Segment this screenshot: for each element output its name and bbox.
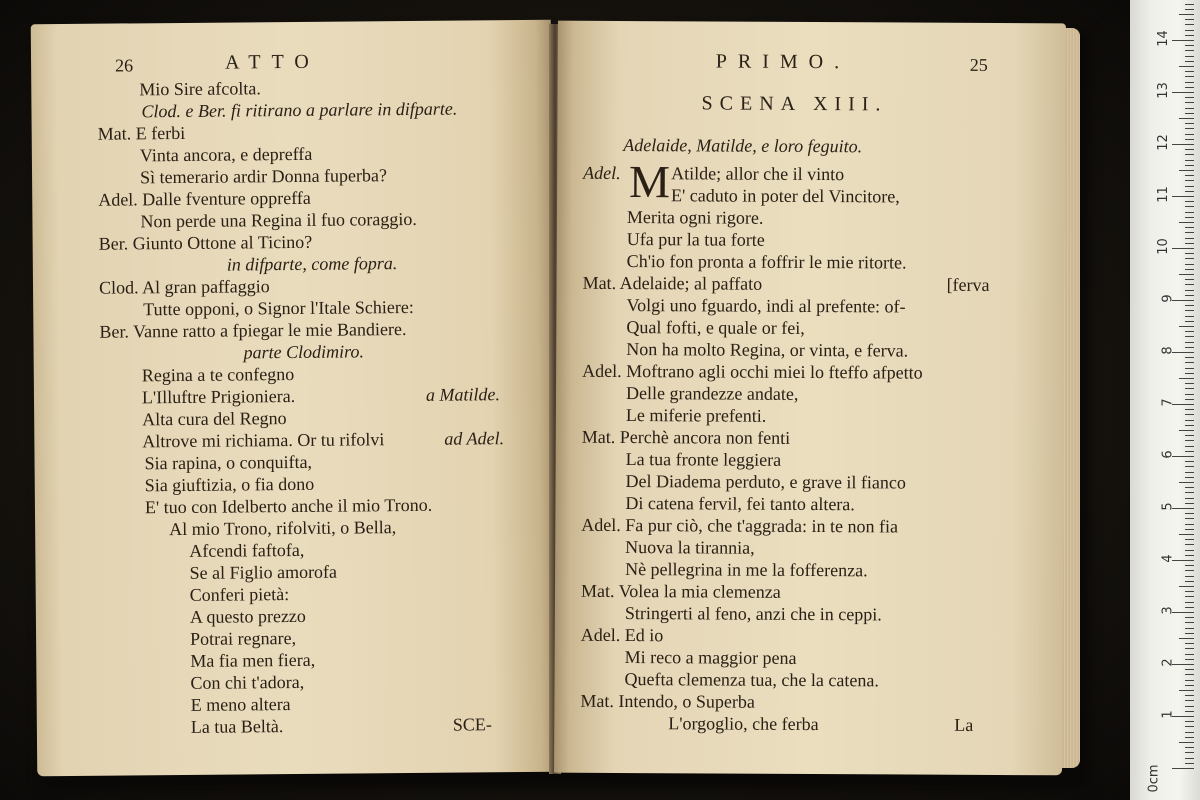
ruler-tick xyxy=(1185,570,1194,571)
ruler-tick xyxy=(1185,669,1194,670)
ruler-tick xyxy=(1185,466,1194,467)
side-note: a Matilde. xyxy=(425,384,501,405)
ruler-tick xyxy=(1185,212,1194,213)
right-page xyxy=(554,21,1066,776)
text-line: Afcendi faftofa, xyxy=(189,539,305,561)
ruler-tick xyxy=(1185,425,1194,426)
ruler-tick xyxy=(1185,409,1194,410)
ruler-tick xyxy=(1172,248,1194,249)
text-line: E meno altera xyxy=(190,694,291,715)
ruler-tick xyxy=(1185,451,1194,452)
text-line: Ch'io fon pronta a foffrir le mie ritorte. xyxy=(626,251,907,273)
ruler-tick xyxy=(1185,607,1194,608)
ruler-tick xyxy=(1185,134,1194,135)
ruler-tick xyxy=(1179,638,1194,639)
text-line: Adel. Dalle fventure oppreffa xyxy=(98,187,311,210)
ruler-tick xyxy=(1185,680,1194,681)
left-page-number: 26 xyxy=(115,55,134,76)
text-line: Di catena fervil, fei tanto altera. xyxy=(625,493,855,515)
ruler-tick xyxy=(1185,581,1194,582)
ruler-tick xyxy=(1185,284,1194,285)
ruler-tick xyxy=(1185,305,1194,306)
ruler-tick xyxy=(1179,378,1194,379)
ruler-number: 11 xyxy=(1156,186,1172,203)
ruler-tick xyxy=(1185,258,1194,259)
ruler-tick xyxy=(1179,482,1194,483)
ruler-tick xyxy=(1185,461,1194,462)
ruler-tick xyxy=(1185,316,1194,317)
ruler-tick xyxy=(1185,492,1194,493)
ruler-tick xyxy=(1185,279,1194,280)
text-line: Alta cura del Regno xyxy=(142,408,287,430)
ruler-number: 12 xyxy=(1156,134,1172,151)
ruler-tick xyxy=(1185,61,1194,62)
ruler-tick xyxy=(1185,539,1194,540)
ruler-tick xyxy=(1185,487,1194,488)
text-line: Potrai regnare, xyxy=(190,627,297,649)
ruler-tick xyxy=(1185,503,1194,504)
ruler-number: 3 xyxy=(1160,606,1176,615)
ruler-tick xyxy=(1185,154,1194,155)
text-line: Altrove mi richiama. Or tu rifolvi xyxy=(142,429,385,452)
ruler-tick xyxy=(1185,264,1194,265)
text-line: Stringerti al feno, anzi che in ceppi. xyxy=(624,603,882,625)
text-line: La tua Beltà. xyxy=(190,716,284,737)
ruler-tick xyxy=(1185,617,1194,618)
ruler-tick xyxy=(1185,123,1194,124)
ruler-tick xyxy=(1185,128,1194,129)
ruler-tick xyxy=(1185,659,1194,660)
ruler-tick xyxy=(1185,726,1194,727)
ruler-number: 1 xyxy=(1160,710,1176,719)
ruler-tick xyxy=(1185,253,1194,254)
ruler-tick xyxy=(1185,362,1194,363)
ruler-tick xyxy=(1185,45,1194,46)
ruler-number: 7 xyxy=(1160,398,1176,407)
ruler-tick xyxy=(1185,331,1194,332)
ruler-tick xyxy=(1185,544,1194,545)
ruler-tick xyxy=(1185,19,1194,20)
ruler-tick xyxy=(1185,383,1194,384)
ruler-tick xyxy=(1185,180,1194,181)
ruler-tick xyxy=(1185,555,1194,556)
ruler-tick xyxy=(1172,768,1194,769)
text-line: Sì temerario ardir Donna fuperba? xyxy=(139,165,388,188)
ruler-tick xyxy=(1185,238,1194,239)
ruler-tick xyxy=(1185,596,1194,597)
ruler-tick xyxy=(1179,690,1194,691)
text-line: La tua fronte leggiera xyxy=(625,449,782,470)
ruler-tick xyxy=(1185,576,1194,577)
text-line: Adel. Fa pur ciò, che t'aggrada: in te non fia xyxy=(581,514,899,537)
catchword: SCE- xyxy=(452,714,492,735)
text-line: Sia giuftizia, o fia dono xyxy=(144,473,315,496)
ruler-tick xyxy=(1185,472,1194,473)
text-line: Tutte opponi, o Signor l'Itale Schiere: xyxy=(143,296,414,320)
ruler-tick xyxy=(1185,752,1194,753)
ruler-tick xyxy=(1185,243,1194,244)
text-line: Ber. Vanne ratto a fpiegar le mie Bandiere. xyxy=(99,319,407,342)
ruler-tick xyxy=(1185,336,1194,337)
ruler-tick xyxy=(1179,274,1194,275)
ruler-number: 6 xyxy=(1160,450,1176,459)
ruler-tick xyxy=(1185,518,1194,519)
ruler-tick xyxy=(1185,113,1194,114)
ruler-tick xyxy=(1185,763,1194,764)
ruler-unit-label: 0cm xyxy=(1146,764,1162,793)
ruler-tick xyxy=(1179,66,1194,67)
ruler-tick xyxy=(1185,56,1194,57)
ruler-tick xyxy=(1185,206,1194,207)
text-line: E' caduto in poter del Vincitore, xyxy=(671,185,900,207)
right-running-head: PRIMO. xyxy=(715,50,851,74)
ruler-tick xyxy=(1172,144,1194,145)
text-line: Adel. Moftrano agli occhi miei lo fteffo afpetto xyxy=(582,360,923,383)
ruler-tick xyxy=(1185,87,1194,88)
ruler-tick xyxy=(1185,321,1194,322)
ruler-tick xyxy=(1179,430,1194,431)
ruler-tick xyxy=(1185,4,1194,5)
ruler-tick xyxy=(1185,217,1194,218)
ruler-tick xyxy=(1185,737,1194,738)
text-line: L'Illuftre Prigioniera. xyxy=(141,385,296,408)
ruler-number: 9 xyxy=(1160,294,1176,303)
ruler-tick xyxy=(1185,165,1194,166)
ruler-tick xyxy=(1185,102,1194,103)
right-page-number: 25 xyxy=(969,54,988,75)
text-line: Regina a te confegno xyxy=(141,363,295,386)
left-running-head: ATTO xyxy=(224,50,320,74)
text-line: Mat. E ferbi xyxy=(97,122,186,144)
text-line: Del Diadema perduto, e grave il fianco xyxy=(625,471,907,493)
text-line: Mat. Adelaide; al paffato xyxy=(582,272,763,294)
text-line: Qual fofti, e quale or fei, xyxy=(626,317,805,338)
ruler-tick xyxy=(1185,71,1194,72)
ruler-number: 13 xyxy=(1156,82,1172,99)
text-line: Mat. Volea la mia clemenza xyxy=(580,580,781,602)
ruler-tick xyxy=(1185,414,1194,415)
ruler-tick xyxy=(1185,30,1194,31)
ruler-tick xyxy=(1185,175,1194,176)
ruler-tick xyxy=(1172,92,1194,93)
text-line: Clod. Al gran paffaggio xyxy=(98,276,270,298)
scene-title: SCENA XIII. xyxy=(701,92,888,116)
ruler-tick xyxy=(1185,648,1194,649)
text-line: Quefta clemenza tua, che la catena. xyxy=(624,669,879,691)
ruler-tick xyxy=(1185,674,1194,675)
text-line: Mat. Perchè ancora non fenti xyxy=(581,426,791,448)
ruler-tick xyxy=(1185,160,1194,161)
ruler-tick xyxy=(1179,118,1194,119)
ruler-tick xyxy=(1185,513,1194,514)
ruler-tick xyxy=(1185,446,1194,447)
text-line: Merita ogni rigore. xyxy=(626,207,764,228)
ruler-tick xyxy=(1185,524,1194,525)
ruler-tick xyxy=(1185,342,1194,343)
ruler-tick xyxy=(1185,9,1194,10)
text-line: Sia rapina, o conquifta, xyxy=(144,451,313,474)
text-line: Conferi pietà: xyxy=(189,584,290,605)
stage-direction: parte Clodimiro. xyxy=(243,341,365,363)
scene-cast: Adelaide, Matilde, e loro feguito. xyxy=(623,135,863,157)
text-line: Con chi t'adora, xyxy=(190,671,305,693)
ruler-tick xyxy=(1185,295,1194,296)
ruler-tick xyxy=(1185,643,1194,644)
ruler-tick xyxy=(1185,357,1194,358)
ruler-tick xyxy=(1185,654,1194,655)
ruler-tick xyxy=(1185,108,1194,109)
text-line: Non perde una Regina il fuo coraggio. xyxy=(140,208,417,232)
text-line: Adel. Ed io xyxy=(580,624,664,646)
ruler-tick xyxy=(1185,269,1194,270)
left-page xyxy=(31,20,558,777)
ruler-tick xyxy=(1185,201,1194,202)
text-line: Mat. Intendo, o Superba xyxy=(580,690,755,712)
text-line: Ber. Giunto Ottone al Ticino? xyxy=(98,231,313,254)
ruler-tick xyxy=(1185,290,1194,291)
text-line: Mio Sire afcolta. xyxy=(139,78,261,100)
text-line: Non ha molto Regina, or vinta, e ferva. xyxy=(626,339,909,361)
ruler-tick xyxy=(1185,373,1194,374)
ruler-tick xyxy=(1179,14,1194,15)
ruler-tick xyxy=(1185,227,1194,228)
measurement-ruler xyxy=(1130,0,1200,800)
ruler-tick xyxy=(1185,394,1194,395)
ruler-number: 4 xyxy=(1160,554,1176,563)
ruler-tick xyxy=(1179,222,1194,223)
side-note: ad Adel. xyxy=(444,428,505,449)
text-line: Ma fia men fiera, xyxy=(190,649,316,671)
text-line: L'orgoglio, che ferba xyxy=(668,713,819,735)
ruler-tick xyxy=(1179,170,1194,171)
ruler-tick xyxy=(1185,711,1194,712)
drop-cap: M xyxy=(628,156,671,208)
ruler-tick xyxy=(1179,586,1194,587)
ruler-tick xyxy=(1185,35,1194,36)
ruler-tick xyxy=(1185,76,1194,77)
text-line: Ufa pur la tua forte xyxy=(626,229,765,250)
ruler-tick xyxy=(1185,602,1194,603)
stage-direction: Clod. e Ber. fi ritirano a parlare in difparte. xyxy=(141,98,458,122)
ruler-tick xyxy=(1172,196,1194,197)
ruler-tick xyxy=(1185,550,1194,551)
ruler-number: 8 xyxy=(1160,346,1176,355)
ruler-tick xyxy=(1179,534,1194,535)
ruler-tick xyxy=(1185,565,1194,566)
ruler-tick xyxy=(1185,695,1194,696)
ruler-tick xyxy=(1185,149,1194,150)
ruler-tick xyxy=(1185,440,1194,441)
ruler-tick xyxy=(1185,186,1194,187)
ruler-number: 2 xyxy=(1160,658,1176,667)
text-line: Atilde; allor che il vinto xyxy=(671,163,845,185)
text-line: Al mio Trono, rifolviti, o Bella, xyxy=(169,517,397,540)
ruler-number: 5 xyxy=(1160,502,1176,511)
text-line: Nuova la tirannia, xyxy=(625,537,755,558)
ruler-tick xyxy=(1185,747,1194,748)
ruler-tick xyxy=(1179,326,1194,327)
ruler-tick xyxy=(1185,706,1194,707)
ruler-tick xyxy=(1185,700,1194,701)
ruler-tick xyxy=(1185,633,1194,634)
ruler-tick xyxy=(1185,50,1194,51)
text-line: Nè pellegrina in me la fofferenza. xyxy=(625,559,868,581)
ruler-tick xyxy=(1185,368,1194,369)
ruler-tick xyxy=(1185,721,1194,722)
ruler-number: 10 xyxy=(1156,238,1172,255)
ruler-tick xyxy=(1185,732,1194,733)
ruler-tick xyxy=(1185,310,1194,311)
ruler-tick xyxy=(1185,24,1194,25)
text-line: Se al Figlio amorofa xyxy=(189,561,338,583)
text-line: Mi reco a maggior pena xyxy=(624,647,797,668)
ruler-tick xyxy=(1179,742,1194,743)
speaker-label: Adel. xyxy=(583,162,621,184)
ruler-tick xyxy=(1185,347,1194,348)
ruler-tick xyxy=(1185,388,1194,389)
ruler-tick xyxy=(1185,758,1194,759)
text-line: E' tuo con Idelberto anche il mio Trono. xyxy=(144,494,433,518)
text-line: Vinta ancora, e depreffa xyxy=(139,143,313,166)
ruler-tick xyxy=(1185,435,1194,436)
ruler-tick xyxy=(1185,591,1194,592)
ruler-tick xyxy=(1185,399,1194,400)
ruler-tick xyxy=(1185,477,1194,478)
text-line: Delle grandezze andate, xyxy=(625,383,799,404)
stage-direction: in difparte, come fopra. xyxy=(226,253,398,275)
ruler-tick xyxy=(1185,498,1194,499)
ruler-tick xyxy=(1185,191,1194,192)
ruler-tick xyxy=(1172,40,1194,41)
ruler-tick xyxy=(1185,420,1194,421)
ruler-tick xyxy=(1185,685,1194,686)
ruler-tick xyxy=(1185,139,1194,140)
turnover-word: [ferva xyxy=(946,274,990,295)
ruler-number: 14 xyxy=(1156,30,1172,47)
catchword: La xyxy=(954,714,974,735)
ruler-tick xyxy=(1185,97,1194,98)
ruler-tick xyxy=(1185,628,1194,629)
ruler-tick xyxy=(1185,82,1194,83)
ruler-tick xyxy=(1185,232,1194,233)
text-line: Le miferie prefenti. xyxy=(625,405,767,426)
ruler-tick xyxy=(1185,529,1194,530)
text-line: Volgi uno fguardo, indi al prefente: of- xyxy=(626,295,906,317)
ruler-tick xyxy=(1185,622,1194,623)
text-line: A questo prezzo xyxy=(189,605,306,627)
